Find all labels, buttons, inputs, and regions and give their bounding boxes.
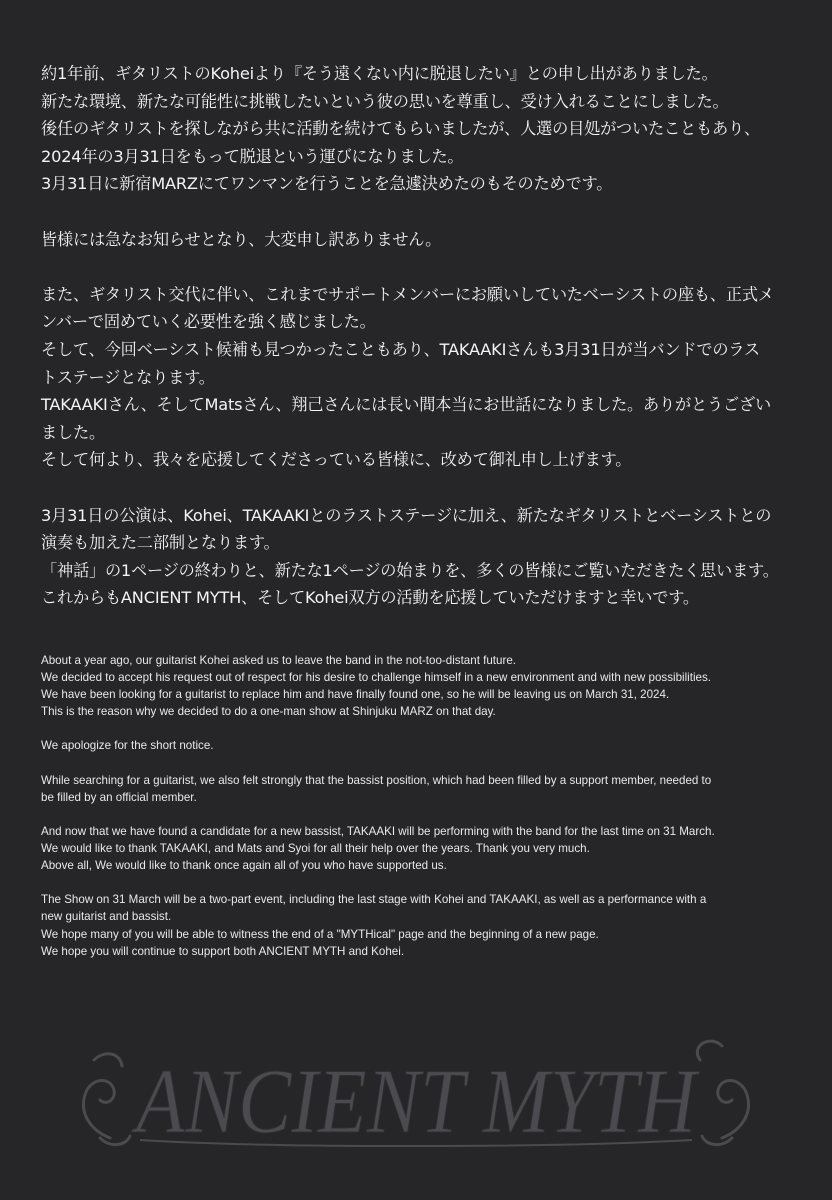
english-statement	[41, 652, 801, 960]
ja-line: また、ギタリスト交代に伴い、これまでサポートメンバーにお願いしていたベーシストの座も、正式メ	[41, 284, 774, 304]
ja-line: 約1年前、ギタリストのKoheiより『そう遠くない内に脱退したい』との申し出がありました。	[41, 64, 718, 83]
logo-left-ornament-icon	[83, 1054, 130, 1145]
en-line: While searching for a guitarist, we also felt strongly that the bassist position, which had been filled by a support member, needed to	[41, 773, 712, 787]
en-line: The Show on 31 March will be a two-part event, including the last stage with Kohei and TAKAAKI, as well as a performance with a	[41, 893, 707, 907]
japanese-statement	[41, 60, 801, 612]
en-line: We hope many of you will be able to witness the end of a "MYTHical" page and the beginning of a new page.	[41, 927, 599, 941]
en-line: We decided to accept his request out of respect for his desire to challenge himself in a new environment and with new possibilities.	[41, 671, 712, 685]
logo-right-ornament-icon	[697, 1041, 748, 1144]
paragraph-gap	[41, 198, 801, 226]
ja-line: 演奏も加えた二部制となります。	[41, 533, 280, 553]
ja-line: そして何より、我々を応援してくださっている皆様に、改めて御礼申し上げます。	[41, 450, 632, 470]
paragraph-gap	[41, 874, 801, 891]
ja-line: 2024年の3月31日をもって脱退という運びになりました。	[41, 146, 464, 166]
en-line: And now that we have found a candidate for a new bassist, TAKAAKI will be performing with the band for the last time on 31 March.	[41, 824, 715, 838]
ja-line: 後任のギタリストを探しながら共に活動を続けてもらいましたが、人選の目処がついたこともあり、	[41, 119, 760, 139]
ja-line: 3月31日の公演は、Kohei、TAKAAKIとのラストステージに加え、新たなギタリストとベーシストとの	[41, 505, 772, 525]
ja-line: TAKAAKIさん、そしてMatsさん、翔己さんには長い間本当にお世話になりました。ありがとうござい	[41, 395, 771, 415]
paragraph-gap	[41, 755, 801, 772]
en-line: About a year ago, our guitarist Kohei asked us to leave the band in the not-too-distant future.	[41, 654, 517, 667]
paragraph-gap	[41, 720, 801, 737]
ja-line: 3月31日に新宿MARZにてワンマンを行うことを急遽決めたのもそのためです。	[41, 174, 613, 194]
band-logo-artwork	[70, 1020, 762, 1170]
ja-line: ました。	[41, 422, 105, 442]
ja-line: トステージとなります。	[41, 367, 215, 387]
en-line: We have been looking for a guitarist to replace him and have finally found one, so he will be leaving us on March 31, 2024.	[41, 688, 670, 702]
paragraph-gap	[41, 253, 801, 281]
en-line: Above all, We would like to thank once again all of you who have supported us.	[41, 859, 447, 873]
en-line: new guitarist and bassist.	[41, 910, 172, 924]
en-line: This is the reason why we decided to do a one-man show at Shinjuku MARZ on that day.	[41, 705, 496, 719]
en-line: We apologize for the short notice.	[41, 739, 214, 753]
en-line: We hope you will continue to support both ANCIENT MYTH and Kohei.	[41, 944, 405, 958]
band-logo	[70, 1020, 762, 1170]
ja-line: 新たな環境、新たな可能性に挑戦したいという彼の思いを尊重し、受け入れることにしました。	[41, 91, 729, 111]
logo-text: ANCIENT MYTH	[130, 1050, 700, 1152]
ja-line: ンバーで固めていく必要性を強く感じました。	[41, 312, 376, 332]
paragraph-gap	[41, 806, 801, 823]
paragraph-gap	[41, 474, 801, 502]
ja-line: そして、今回ベーシスト候補も見つかったこともあり、TAKAAKIさんも3月31日が当バンドでのラス	[41, 339, 760, 359]
ja-line: 皆様には急なお知らせとなり、大変申し訳ありません。	[41, 229, 442, 249]
en-line: be filled by an official member.	[41, 790, 197, 804]
en-line: We would like to thank TAKAAKI, and Mats and Syoi for all their help over the years. Thank you very much.	[41, 842, 590, 856]
ja-line: これからもANCIENT MYTH、そしてKohei双方の活動を応援していただけますと幸いです。	[41, 588, 699, 608]
ja-line: 「神話」の1ページの終わりと、新たな1ページの始まりを、多くの皆様にご覧いただきたく思います。	[41, 560, 779, 580]
